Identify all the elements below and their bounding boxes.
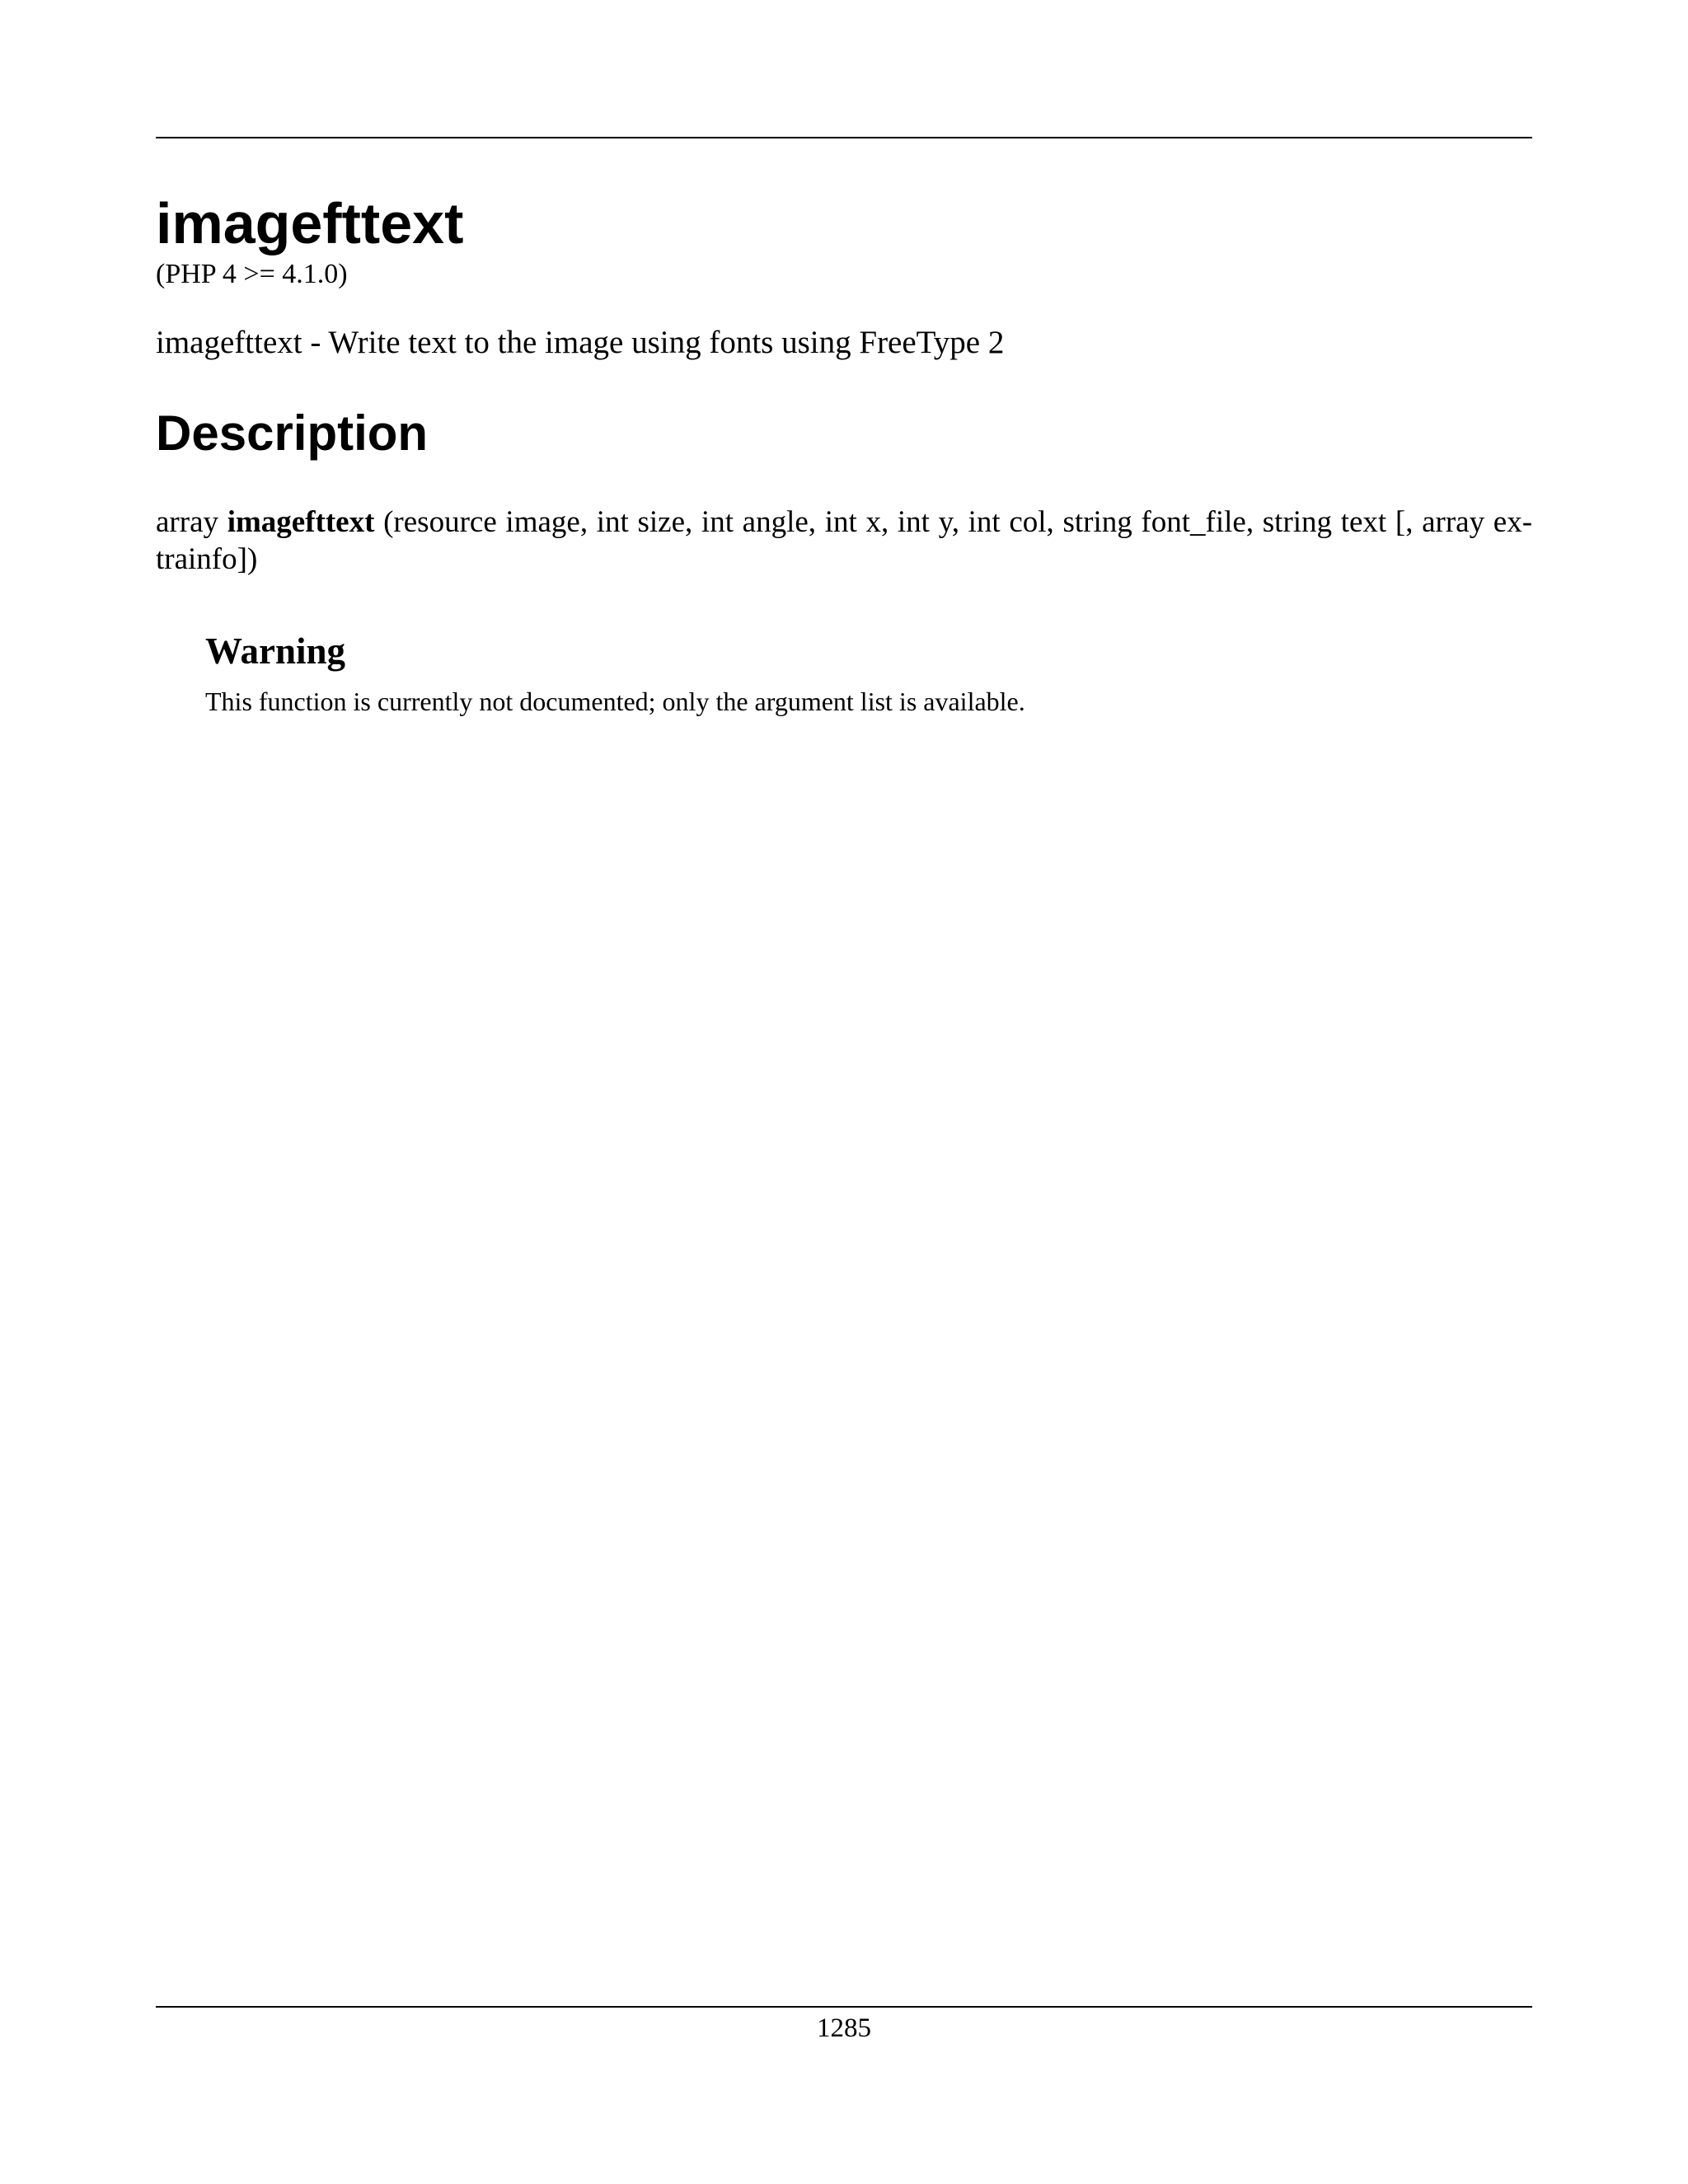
page-title: imagefttext — [156, 191, 464, 255]
function-name: imagefttext — [227, 505, 375, 539]
page-number: 1285 — [817, 2013, 871, 2043]
header-rule — [156, 137, 1532, 138]
warning-title: Warning — [205, 630, 346, 672]
warning-text: This function is currently not documented; only the argument list is available. — [205, 687, 1025, 716]
function-arguments: (resource image, int size, int angle, int x, int y, int col, string font_file, string text [, array ex-trainfo]) — [156, 505, 1533, 576]
footer-rule — [156, 2006, 1532, 2008]
function-synopsis — [156, 504, 1532, 578]
warning-box — [205, 626, 1491, 719]
function-summary: imagefttext - Write text to the image using fonts using FreeType 2 — [156, 325, 1005, 360]
description-heading: Description — [156, 405, 429, 461]
return-type: array — [156, 505, 218, 539]
version-info: (PHP 4 >= 4.1.0) — [156, 259, 348, 289]
